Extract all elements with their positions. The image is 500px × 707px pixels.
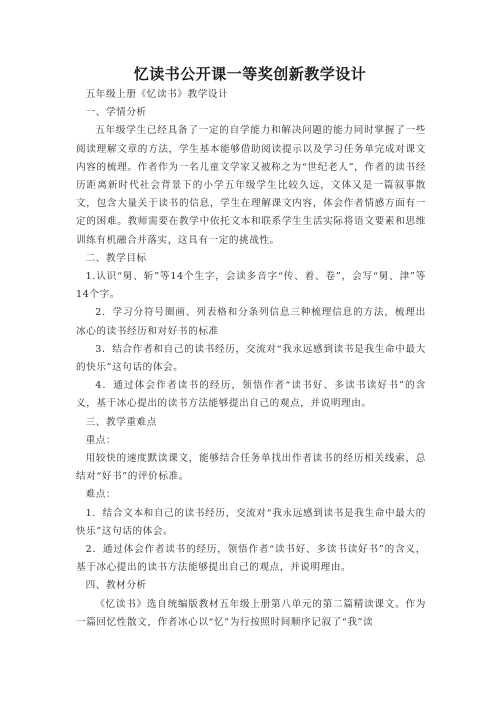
section-heading: 四、教材分析 <box>85 580 147 592</box>
list-item: 2．通过体会作者读书的经历，领悟作者“读书好、多读书读好书”的含义，基于冰心提出的读书方法能够提出自己的观点，并说明理由。 <box>76 544 426 574</box>
document-title: 忆读书公开课一等奖创新教学设计 <box>133 65 367 83</box>
section-heading: 二、教学目标 <box>85 252 147 264</box>
list-item: 2．学习分符号圈画、列表格和分条列信息三种梳理信息的方法，梳理出冰心的读书经历和对好书的标准 <box>76 307 426 337</box>
sub-heading: 重点： <box>85 434 117 446</box>
section-heading: 一、学情分析 <box>85 107 147 119</box>
document-body <box>76 86 426 632</box>
section-heading: 三、教学重难点 <box>85 416 157 428</box>
list-item: 4．通过体会作者读书的经历，领悟作者“读书好、多读书读好书”的含义，基于冰心提出的读书方法能够提出自己的观点，并说明理由。 <box>76 380 426 410</box>
sub-heading: 难点： <box>85 489 117 501</box>
paragraph: 用较快的速度默读课文，能够结合任务单找出作者读书的经历相关线索，总结对“好书”的评价标准。 <box>76 453 426 483</box>
paragraph: 《忆读书》选自统编版教材五年级上册第八单元的第二篇精读课文。作为一篇回忆性散文，作者冰心以“忆”为行按照时间顺序记叙了“我”读 <box>76 598 426 628</box>
list-item: 1.认识“舅、斩”等14个生字，会读多音字“传、着、卷”，会写“舅、津”等14个字。 <box>76 271 426 301</box>
list-item: 3．结合作者和自己的读书经历，交流对“我永远感到读书是我生命中最大的快乐”这句话的体会。 <box>76 343 426 374</box>
subtitle: 五年级上册《忆读书》教学设计 <box>85 89 229 100</box>
list-item: 1．结合文本和自己的读书经历，交流对“我永远感到读书是我生命中最大的快乐”这句话的体会。 <box>76 507 426 537</box>
paragraph: 五年级学生已经具备了一定的自学能力和解决问题的能力同时掌握了一些阅读理解文章的方法，学生基本能够借助阅读提示以及学习任务单完成对课文内容的梳理。作者作为一名儿童文学家又被称之为“世纪老人”，作者的读书经历距离新时代社会背景下的小学五年级学生比较久远，文体又是一篇叙事散文，包含大量关于读书的信息，学生在理解课文内容，体会作者情感方面有一定的困难。教师需要在教学中依托文本和联系学生生活实际将语文要素和思维训练有机融合并落实，这具有一定的挑战性。 <box>76 125 426 246</box>
